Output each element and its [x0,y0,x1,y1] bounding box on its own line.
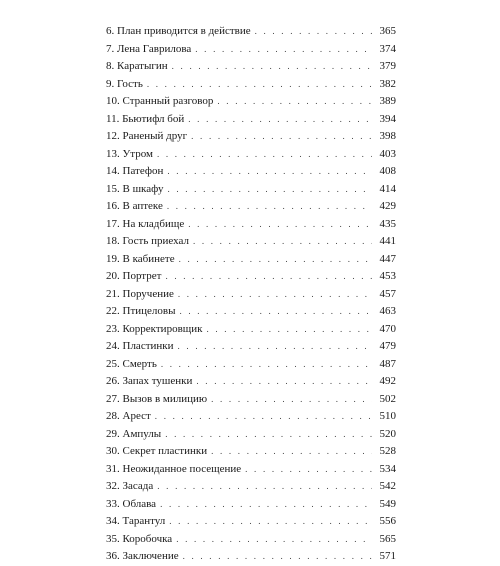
toc-entry [106,163,396,181]
dot-leader [157,146,372,164]
toc-chapter-title: 34. Тарантул [106,515,166,527]
dot-leader [172,58,372,76]
dot-leader [167,198,372,216]
toc-page-number: 549 [379,497,396,510]
toc-entry [106,426,396,444]
toc-entry [106,373,396,391]
toc-entry [106,356,396,374]
dot-leader [255,23,372,41]
toc-chapter-title: 27. Вызов в милицию [106,392,208,405]
toc-chapter-title: 21. Поручение [106,287,174,300]
toc-page-number: 470 [379,322,396,335]
toc-entry [106,23,396,41]
toc-page-number: 435 [379,217,396,230]
toc-entry [106,321,396,339]
toc-page-number: 365 [379,25,396,37]
toc-entry [106,478,396,496]
toc-entry [106,268,396,286]
dot-leader [157,478,372,496]
dot-leader [217,93,372,111]
toc-entry [106,338,396,356]
toc-chapter-title: 20. Портрет [106,270,162,282]
toc-chapter-title: 31. Неожиданное посещение [106,462,242,475]
toc-chapter-title: 29. Ампулы [106,427,162,440]
toc-page-number: 398 [379,130,396,142]
toc-page-number: 441 [379,235,396,247]
toc-page-number: 487 [379,357,396,370]
toc-page-number: 571 [379,550,396,562]
toc-page-number: 457 [379,287,396,300]
toc-chapter-title: 32. Засада [106,480,154,492]
toc-chapter-title: 17. На кладбище [106,217,185,230]
toc-page-number: 429 [379,200,396,212]
dot-leader [147,76,372,94]
toc-entry [106,461,396,479]
toc-chapter-title: 19. В кабинете [106,252,175,265]
toc-chapter-title: 8. Каратыгин [106,60,168,72]
toc-entry [106,303,396,321]
dot-leader [176,531,372,549]
toc-page-number: 479 [379,340,396,352]
dot-leader [179,303,372,321]
toc-page-number: 447 [379,252,396,265]
toc-chapter-title: 18. Гость приехал [106,235,189,247]
toc-chapter-title: 12. Раненый друг [106,130,188,142]
toc-page-number: 556 [379,515,396,527]
toc-chapter-title: 15. В шкафу [106,182,164,195]
toc-chapter-title: 9. Гость [106,77,143,90]
toc-chapter-title: 7. Лена Гаврилова [106,42,192,55]
toc-entry [106,146,396,164]
toc-page-number: 414 [379,182,396,195]
dot-leader [165,426,372,444]
toc-entry [106,111,396,129]
toc-chapter-title: 24. Пластинки [106,340,174,352]
toc-entry [106,391,396,409]
toc-page-number: 382 [379,77,396,90]
toc-page-number: 528 [379,445,396,457]
dot-leader [211,391,372,409]
toc-entry [106,443,396,461]
toc-page-number: 408 [379,165,396,177]
toc-page-number: 403 [379,147,396,160]
toc-entry [106,251,396,269]
toc-entry [106,513,396,531]
toc-chapter-title: 36. Заключение [106,550,179,562]
toc-entry [106,181,396,199]
dot-leader [193,233,372,251]
toc-page-number: 502 [379,392,396,405]
toc-entry [106,58,396,76]
toc-entry [106,76,396,94]
dot-leader [191,128,372,146]
toc-chapter-title: 30. Секрет пластинки [106,445,208,457]
toc-chapter-title: 25. Смерть [106,357,157,370]
toc-page-number: 463 [379,305,396,317]
dot-leader [167,163,372,181]
table-of-contents [106,23,396,566]
toc-page-number: 389 [379,95,396,107]
toc-entry [106,198,396,216]
toc-chapter-title: 28. Арест [106,410,151,422]
toc-page-number: 565 [379,532,396,545]
toc-chapter-title: 23. Корректировщик [106,322,203,335]
toc-entry [106,286,396,304]
toc-chapter-title: 6. План приводится в действие [106,25,251,37]
dot-leader [178,338,372,356]
toc-chapter-title: 33. Облава [106,497,157,510]
dot-leader [179,251,372,269]
toc-chapter-title: 16. В аптеке [106,200,163,212]
dot-leader [155,408,372,426]
toc-page-number: 534 [379,462,396,475]
toc-chapter-title: 10. Странный разговор [106,95,214,107]
dot-leader [183,548,372,566]
toc-chapter-title: 11. Бьютифл бой [106,112,185,125]
dot-leader [206,321,372,339]
dot-leader [196,373,372,391]
dot-leader [178,286,372,304]
toc-page-number: 453 [379,270,396,282]
toc-entry [106,233,396,251]
dot-leader [160,496,372,514]
toc-chapter-title: 14. Патефон [106,165,164,177]
toc-page-number: 394 [379,112,396,125]
toc-page-number: 374 [379,42,396,55]
toc-entry [106,531,396,549]
dot-leader [211,443,372,461]
toc-entry [106,408,396,426]
toc-entry [106,216,396,234]
toc-entry [106,548,396,566]
toc-chapter-title: 22. Птицеловы [106,305,176,317]
toc-entry [106,128,396,146]
toc-entry [106,41,396,59]
toc-chapter-title: 13. Утром [106,147,153,160]
toc-page-number: 542 [379,480,396,492]
dot-leader [188,216,372,234]
toc-entry [106,496,396,514]
toc-page-number: 510 [379,410,396,422]
dot-leader [167,181,372,199]
dot-leader [165,268,372,286]
dot-leader [188,111,372,129]
toc-chapter-title: 35. Коробочка [106,532,173,545]
toc-entry [106,93,396,111]
dot-leader [161,356,372,374]
toc-chapter-title: 26. Запах тушенки [106,375,193,387]
toc-page-number: 379 [379,60,396,72]
dot-leader [169,513,372,531]
toc-page-number: 492 [379,375,396,387]
dot-leader [245,461,372,479]
toc-page-number: 520 [379,427,396,440]
dot-leader [195,41,372,59]
